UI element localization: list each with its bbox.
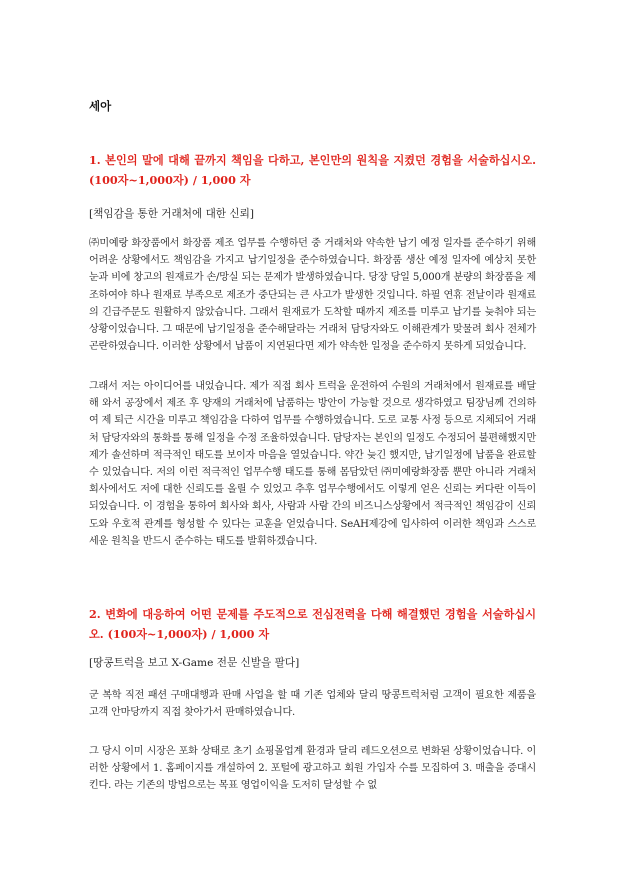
answer-1-paragraph-2: 그래서 저는 아이디어를 내었습니다. 제가 직접 회사 트럭을 운전하여 수원의 거래처에서 원재료를 배달해 와서 공장에서 제조 후 양재의 거래처에 납품하는 방안이 가능할 것으로 생각하였고 팀장님께 건의하여 제 퇴근 시간을 미루고 책임감을 다하여 업무를 수행하였습니다. 도로 교통 사정 등으로 지체되어 거래처 담당자와의 통화를 통해 일정을 수정 조율하였습니다. 담당자는 본인의 일정도 수정되어 불편해했지만 제가 솔선하며 적극적인 태도를 보이자 마음을 열었습니다. 약간 늦긴 했지만, 납기일정에 납품을 완료할 수 있었습니다. 저의 이런 적극적인 업무수행 태도를 통해 몸담았던 ㈜미예랑화장품 뿐만 아니라 거래처 회사에서도 저에 대한 신뢰도를 올릴 수 있었고 추후 업무수행에서도 이렇게 얻은 신뢰는 커다란 이득이 되었습니다. 이 경험을 통하여 회사와 회사, 사람과 사람 간의 비즈니스상황에서 적극적인 책임감이 신뢰도와 우호적 관계를 형성할 수 있다는 교훈을 얻었습니다. SeAH제강에 입사하여 이러한 책임과 스스로 세운 원칙을 반드시 준수하는 태도를 발휘하겠습니다. bbox=[89, 381, 536, 547]
answer-2-paragraph-1: 군 복학 직전 패션 구매대행과 판매 사업을 할 때 기존 업체와 달리 땅콩트럭처럼 고객이 필요한 제품을 고객 안마당까지 직접 찾아가서 판매하였습니다. bbox=[89, 690, 536, 719]
answer-2-subtitle: [땅콩트럭을 보고 X-Game 전문 신발을 팔다] bbox=[89, 657, 300, 669]
answer-1-subtitle: [책임감을 통한 거래처에 대한 신뢰] bbox=[89, 208, 255, 220]
question-1-title: 1. 본인의 말에 대해 끝까지 책임을 다하고, 본인만의 원칙을 지켰던 경험을 서술하십시오. (100자~1,000자) / 1,000 자 bbox=[89, 153, 536, 187]
question-2-title: 2. 변화에 대응하여 어떤 문제를 주도적으로 전심전력을 다해 해결했던 경험을 서술하십시오. (100자~1,000자) / 1,000 자 bbox=[89, 607, 536, 641]
answer-2-paragraph-2: 그 당시 이미 시장은 포화 상태로 초기 쇼핑몰업계 환경과 달리 레드오션으로 변화된 상황이었습니다. 이러한 상황에서 1. 홈페이지를 개설하여 2. 포털에 광고하고 회원 가입자 수를 모집하여 3. 매출을 증대시킨다. 라는 기존의 방법으로는 목표 영업이익을 도저히 달성할 수 없 bbox=[89, 746, 536, 792]
answer-1-paragraph-1: ㈜미예랑 화장품에서 화장품 제조 업무를 수행하던 중 거래처와 약속한 납기 예정 일자를 준수하기 위해 어려운 상황에서도 책임감을 가지고 납기일정을 준수하였습니다. 화장품 생산 예정 일자에 예상치 못한 눈과 비에 창고의 원재료가 손/망실 되는 문제가 발생하였습니다. 당장 당일 5,000개 분량의 화장품을 제조하여야 하나 원재료 부족으로 제조가 중단되는 큰 사고가 발생한 것입니다. 하필 연휴 전날이라 원재료의 긴급주문도 원활하지 않았습니다. 그래서 원재료가 도착할 때까지 제조를 미루고 납기를 늦춰야 되는 상황이었습니다. 그 때문에 납기일정을 준수해달라는 거래처 담당자와도 이해관계가 맞물려 회사 전체가 곤란하였습니다. 이러한 상황에서 납품이 지연된다면 제가 약속한 일정을 준수하지 못하게 되었습니다. bbox=[89, 238, 536, 353]
company-name: 세아 bbox=[89, 99, 112, 113]
